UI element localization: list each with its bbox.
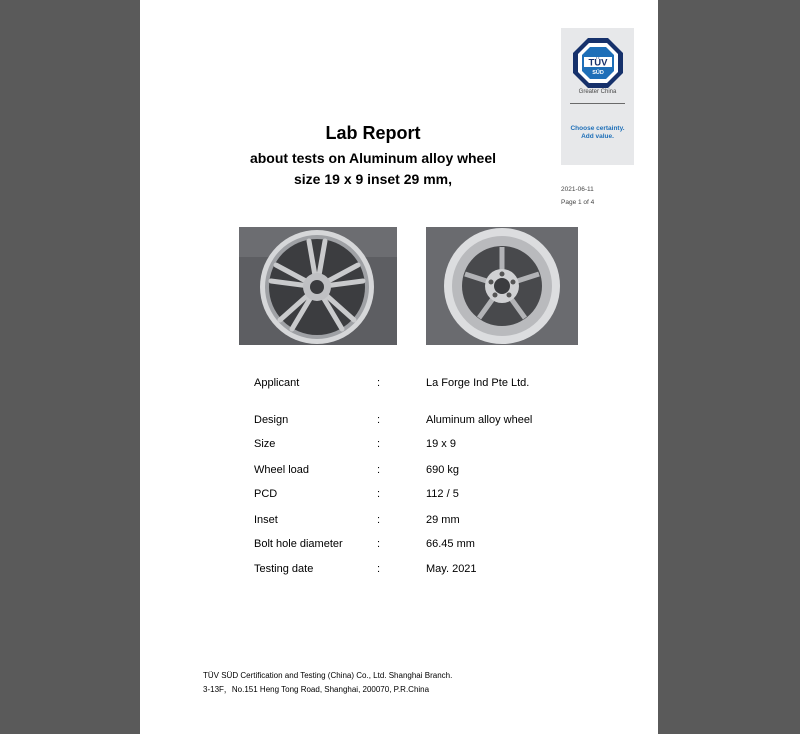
- detail-label: Size: [254, 438, 276, 450]
- logo-divider: [570, 103, 625, 104]
- logo-slogan-line2: Add value.: [581, 133, 614, 140]
- detail-colon: :: [377, 464, 381, 476]
- report-subtitle-line1: about tests on Aluminum alloy wheel: [249, 150, 497, 166]
- tuv-octagon-icon: [572, 37, 624, 89]
- footer-address: 3-13F，No.151 Heng Tong Road, Shanghai, 200070, P.R.China: [203, 685, 430, 694]
- report-title: Lab Report: [325, 123, 421, 143]
- detail-colon: :: [377, 377, 381, 389]
- wheel-photo-back: [426, 227, 578, 345]
- detail-value: 19 x 9: [426, 438, 456, 450]
- wheel-photo-front: [239, 227, 397, 345]
- detail-value: 112 / 5: [426, 488, 459, 500]
- detail-label: Applicant: [254, 377, 300, 389]
- tuv-brand-sub: SÜD: [592, 70, 604, 76]
- report-subtitle-line2: size 19 x 9 inset 29 mm,: [294, 171, 452, 187]
- detail-colon: :: [377, 488, 381, 500]
- detail-colon: :: [377, 514, 381, 526]
- detail-value: May. 2021: [426, 563, 477, 575]
- footer-company: TÜV SÜD Certification and Testing (China) Co., Ltd. Shanghai Branch.: [203, 671, 453, 680]
- detail-value: 690 kg: [426, 464, 460, 476]
- detail-colon: :: [377, 538, 381, 550]
- detail-label: Design: [254, 414, 289, 426]
- tuv-sud-logo: [561, 28, 634, 165]
- document-page: [140, 0, 658, 734]
- detail-label: Inset: [254, 514, 278, 526]
- detail-value: 66.45 mm: [426, 538, 475, 550]
- report-date: 2021-06-11: [561, 186, 594, 193]
- logo-region: Greater China: [578, 89, 617, 95]
- detail-value: La Forge Ind Pte Ltd.: [426, 377, 530, 389]
- logo-slogan-line1: Choose certainty.: [570, 125, 625, 132]
- detail-label: Bolt hole diameter: [254, 538, 343, 550]
- detail-label: Testing date: [254, 563, 314, 575]
- detail-colon: :: [377, 563, 381, 575]
- detail-value: 29 mm: [426, 514, 460, 526]
- page-number: Page 1 of 4: [561, 199, 595, 206]
- detail-label: PCD: [254, 488, 278, 500]
- detail-value: Aluminum alloy wheel: [426, 414, 533, 426]
- detail-colon: :: [377, 438, 381, 450]
- detail-colon: :: [377, 414, 381, 426]
- tuv-brand-text: TÜV: [588, 57, 608, 69]
- detail-label: Wheel load: [254, 464, 310, 476]
